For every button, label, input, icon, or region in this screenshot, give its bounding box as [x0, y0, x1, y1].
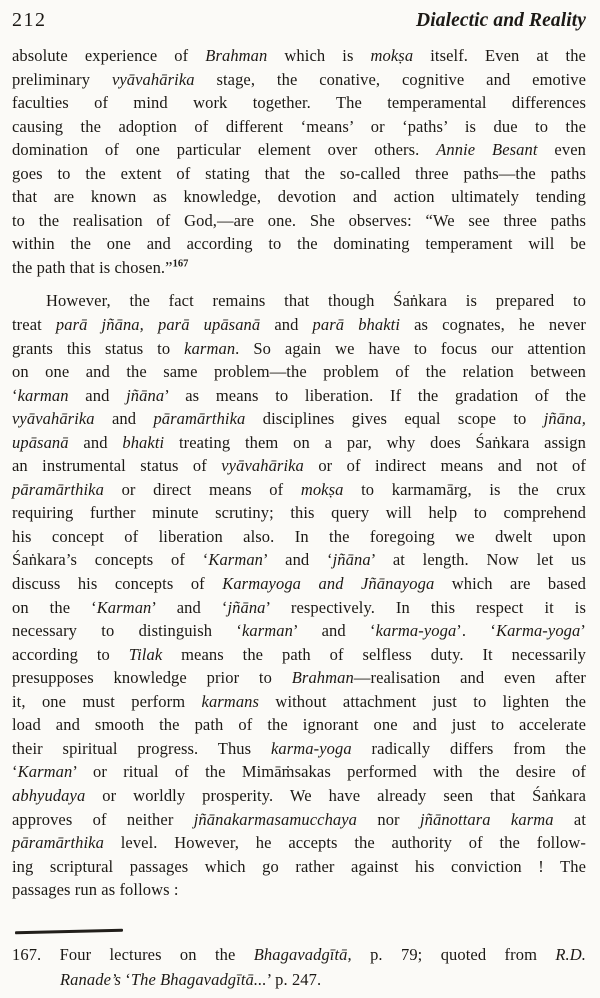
text-line [12, 596, 586, 620]
text-segment: the path that is chosen.” [12, 257, 173, 277]
text-segment [144, 315, 158, 334]
text-line [12, 501, 586, 525]
italic-term: karman [241, 621, 293, 641]
text-segment: ‘ [12, 385, 18, 405]
text-segment: treat [12, 315, 56, 335]
text-line [12, 808, 586, 832]
italic-term: karmans [201, 691, 260, 711]
italic-term: pāramārthika [153, 409, 246, 429]
italic-term: jñānottara karma [419, 809, 554, 829]
text-line [12, 690, 586, 714]
text-segment: even [537, 140, 586, 160]
text-line [12, 525, 586, 549]
italic-term: pāramārthika [12, 479, 104, 499]
text-line [12, 431, 586, 455]
text-line [12, 115, 586, 139]
italic-term: Karma-yoga [495, 621, 581, 641]
text-segment: grants this status to [12, 338, 185, 358]
text-segment: means the path of selfless duty. It necessarily [162, 644, 587, 664]
text-line [12, 784, 586, 808]
italic-term: parā bhakti [312, 315, 401, 335]
text-segment: without attachment just to lighten the [259, 691, 587, 711]
text-line [12, 548, 586, 572]
text-segment: ’ as means to liberation. If the gradation of the [164, 385, 586, 405]
text-segment: approves of neither [12, 809, 194, 829]
text-segment: and [68, 432, 123, 452]
text-segment: ’ at length. Now let us [370, 550, 587, 570]
italic-term: jñāna [332, 550, 371, 570]
text-line [12, 619, 586, 643]
text-segment: nor [357, 809, 420, 829]
italic-term: pāramārthika [12, 833, 104, 853]
text-line [12, 713, 586, 737]
text-line [12, 737, 586, 761]
italic-term: vyāvahārika [221, 456, 304, 476]
text-line [12, 185, 586, 209]
text-segment: —realisation and even after [353, 668, 586, 688]
text-segment: ‘ [121, 970, 131, 990]
text-segment: discuss his concepts of [12, 574, 223, 594]
italic-term: Karman [96, 597, 152, 617]
italic-term: mokṣa [370, 46, 414, 65]
text-segment: ’ [580, 621, 586, 641]
text-segment: necessary to distinguish ‘ [12, 621, 242, 641]
text-line [12, 855, 586, 879]
text-segment: and [68, 385, 127, 405]
text-segment: and [94, 409, 154, 429]
text-segment: . So again we have to focus our attention [235, 338, 586, 358]
footnote-line [12, 942, 586, 967]
italic-term: Karmayoga and Jñānayoga [222, 574, 435, 594]
text-segment: and [260, 315, 313, 335]
text-segment: an instrumental status of [12, 456, 222, 476]
italic-term: The Bhagavadgītā... [130, 970, 267, 990]
text-segment: his concept of liberation also. In the foregoing we dwelt upon [12, 526, 586, 546]
text-line [12, 68, 586, 92]
text-segment: ’ and ‘ [292, 621, 376, 641]
italic-term: jñāna [227, 597, 266, 617]
text-segment: ’ or ritual of the Mimāṁsakas performed with the desire of [72, 762, 586, 782]
text-line [12, 289, 586, 313]
italic-term: mokṣa [300, 479, 344, 499]
text-segment: or worldly prosperity. We have already seen that Śaṅkara [85, 785, 586, 805]
italic-term: Karman [208, 550, 264, 570]
text-line [12, 384, 586, 408]
italic-term: karman [17, 385, 69, 405]
italic-term: Annie Besant [436, 140, 538, 160]
text-segment: requiring further minute scrutiny; this query will help to comprehend [12, 503, 586, 523]
text-line [12, 162, 586, 186]
italic-term: vyāvahārika [12, 409, 95, 429]
italic-term: bhakti [122, 432, 165, 452]
text-segment: or direct means of [103, 479, 301, 499]
body-text [12, 44, 586, 902]
text-line [12, 454, 586, 478]
running-title: Dialectic and Reality [416, 10, 586, 31]
text-line [12, 878, 586, 902]
text-segment: ing scriptural passages which go rather against his conviction ! The [12, 856, 586, 876]
italic-term: Brahman [205, 46, 268, 65]
text-segment: that are known as knowledge, devotion and action ultimately tending [12, 187, 586, 207]
text-line [12, 337, 586, 361]
text-segment: ’ respectively. In this respect it is [265, 597, 587, 617]
text-segment: or of indirect means and not of [303, 456, 586, 476]
text-segment: treating them on a par, why does Śaṅkara assign [164, 432, 587, 452]
text-line [12, 44, 586, 68]
text-segment: causing the adoption of different ‘means’ or ‘paths’ is due to the [12, 116, 586, 136]
text-line [12, 232, 586, 256]
text-segment: However, the fact remains that though Śaṅkara is prepared to [46, 291, 586, 311]
text-segment: itself. Even at the [413, 46, 586, 65]
text-segment: within the one and according to the dominating temperament will be [12, 234, 586, 254]
text-line [12, 138, 586, 162]
text-segment: ’ and ‘ [263, 550, 333, 570]
text-line [12, 572, 586, 596]
italic-term: abhyudaya [12, 785, 86, 805]
text-segment: ’ and ‘ [151, 597, 228, 617]
text-segment: 167. Four lectures on the [12, 945, 254, 965]
text-segment: on the ‘ [12, 597, 97, 617]
italic-term: jñānakarmasamucchaya [193, 809, 358, 829]
italic-term: karman [184, 338, 236, 358]
footnote-ref-superscript: 167 [172, 258, 189, 270]
italic-term: karma-yoga [271, 738, 352, 758]
text-segment: absolute experience of [12, 46, 206, 65]
text-line [12, 209, 586, 233]
italic-term: parā upāsanā [157, 315, 261, 335]
text-segment: at [553, 809, 587, 829]
text-line [12, 831, 586, 855]
text-segment: ’. ‘ [456, 621, 496, 641]
text-line [12, 478, 586, 502]
italic-term: Ranade’s [60, 970, 121, 990]
text-segment: domination of one particular element over others. [12, 140, 437, 160]
text-segment: presupposes knowledge prior to [12, 668, 292, 688]
italic-term: Tilak [128, 644, 163, 664]
text-segment: which are based [434, 574, 586, 594]
text-segment: their spiritual progress. Thus [12, 738, 271, 758]
paragraph [12, 289, 586, 901]
text-line [12, 313, 586, 337]
text-segment: goes to the extent of stating that the so-called three paths—the paths [12, 163, 586, 183]
text-segment: which is [267, 46, 371, 65]
text-segment: ’ p. 247. [266, 970, 322, 990]
text-segment: radically differs from the [351, 738, 586, 758]
italic-term: jñāna [126, 385, 165, 405]
text-segment: to karmamārg, is the crux [343, 479, 587, 499]
text-line [12, 256, 586, 280]
italic-term: R.D. [555, 945, 586, 965]
text-line [12, 407, 586, 431]
text-segment: preliminary [12, 69, 112, 89]
text-segment: disciplines gives equal scope to [245, 409, 544, 429]
text-segment: stage, the conative, cognitive and emotive [194, 69, 586, 89]
text-segment: to the realisation of God,—are one. She observes: “We see three paths [12, 210, 586, 230]
text-segment: ‘ [12, 762, 18, 782]
footnote-line [12, 967, 586, 992]
italic-term: Karman [17, 762, 73, 782]
italic-term: Bhagavadgītā, [253, 945, 352, 965]
text-segment: according to [12, 644, 129, 664]
text-segment: level. However, he accepts the authority of the follow- [103, 833, 586, 853]
italic-term: jñāna, [543, 409, 586, 429]
italic-term: Brahman [291, 668, 354, 688]
text-segment: passages run as follows : [12, 880, 179, 900]
text-segment: it, one must perform [12, 691, 202, 711]
page-number: 212 [12, 9, 47, 31]
text-segment: Śaṅkara’s concepts of ‘ [12, 550, 209, 570]
footnote [12, 942, 586, 992]
text-line [12, 643, 586, 667]
footnote-separator [15, 928, 123, 933]
text-segment: on one and the same problem—the problem of the relation between [12, 362, 586, 382]
text-segment: faculties of mind work together. The temperamental differences [12, 93, 586, 113]
page-header [12, 9, 586, 32]
text-line [12, 760, 586, 784]
italic-term: parā jñāna, [55, 315, 144, 335]
italic-term: upāsanā [12, 432, 69, 452]
text-line [12, 360, 586, 384]
italic-term: karma-yoga [375, 621, 457, 641]
text-line [12, 666, 586, 690]
text-segment: as cognates, he never [400, 315, 586, 335]
text-segment: load and smooth the path of the ignorant one and just to accelerate [12, 715, 586, 735]
paragraph [12, 44, 586, 279]
italic-term: vyāvahārika [111, 69, 195, 89]
text-line [12, 91, 586, 115]
text-segment: p. 79; quoted from [351, 945, 556, 965]
